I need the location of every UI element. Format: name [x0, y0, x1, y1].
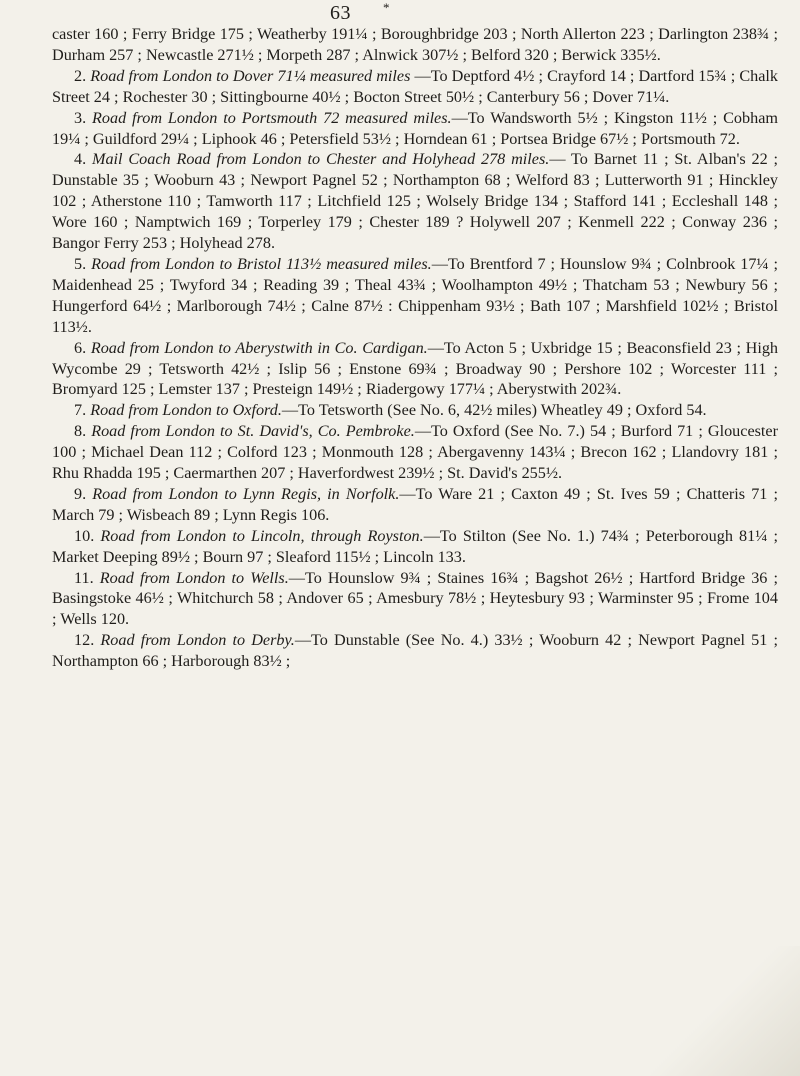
route-entry-9: [52, 484, 778, 526]
route-title: Mail Coach Road from London to Chester and Holyhead: [91, 150, 476, 169]
route-stages: —To Ware 21 ; Caxton 49 ; St. Ives 59 ; Chatteris 71 ; March 79 ; Wisbeach 89 ; Lynn Regis 106.: [52, 484, 779, 524]
route-distance: 72 measured miles.: [317, 108, 452, 127]
route-stages: —To Dunstable (See No. 4.) 33½ ; Wooburn 42 ; Newport Pagnel 51 ; Northampton 66 ; Harborough 83½ ;: [52, 631, 778, 671]
entry-number: 2.: [74, 66, 87, 85]
route-distance: 113½ measured miles.: [281, 254, 432, 273]
route-entry-11: [52, 568, 778, 631]
route-title: Road from London to Portsmouth: [92, 108, 318, 127]
entry-number: 3.: [74, 108, 87, 127]
route-entry-6: [52, 338, 778, 401]
intro-paragraph: caster 160 ; Ferry Bridge 175 ; Weatherby 191¼ ; Boroughbridge 203 ; North Allerton 223 ; Darlington 238¾ ; Durham 257 ; Newcastle 271½ ; Morpeth 287 ; Alnwick 307½ ; Belford 320 ; Berwick 335½.: [52, 25, 778, 64]
route-entry-3: [52, 108, 778, 150]
route-entry-5: [52, 254, 778, 338]
entry-number: 7.: [74, 401, 87, 420]
route-stages: —To Wandsworth 5½ ; Kingston 11½ ; Cobham 19¼ ; Guildford 29¼ ; Liphook 46 ; Petersfield 53½ ; Horndean 61 ; Portsea Bridge 67½ ; Portsmouth 72.: [52, 108, 778, 148]
route-title: Road from London to Aberystwith in Co. Cardigan.: [90, 338, 428, 357]
entry-number: 12.: [74, 631, 95, 650]
route-title: Road from London to Dover: [90, 66, 274, 85]
route-title: Road from London to Lynn Regis, in Norfolk.: [92, 484, 400, 503]
route-stages: — To Barnet 11 ; St. Alban's 22 ; Dunstable 35 ; Wooburn 43 ; Newport Pagnel 52 ; Northampton 68 ; Welford 83 ; Lutterworth 91 ; Hinckley 102 ; Atherstone 110 ; Tamworth 117 ; Litchfield 125 ; Wolsely Bridge 134 ; Stafford 141 ; Eccleshall 148 ; Wore 160 ; Namptwich 169 ; Torperley 179 ; Chester 189 ? Holywell 207 ; Kenmell 222 ; Conway 236 ; Bangor Ferry 253 ; Holyhead 278.: [52, 150, 779, 253]
entry-number: 8.: [74, 422, 87, 441]
route-entry-2: [52, 66, 778, 108]
page-mark: *: [383, 0, 390, 15]
entry-number: 9.: [74, 484, 87, 503]
road-list: [52, 24, 778, 672]
route-stages: —To Oxford (See No. 7.) 54 ; Burford 71 ; Gloucester 100 ; Michael Dean 112 ; Colford 123 ; Monmouth 128 ; Abergavenny 143¼ ; Brecon 162 ; Llandovry 181 ; Rhu Rhadda 195 ; Caermarthen 207 ; Haverfordwest 239½ ; St. David's 255½.: [52, 422, 779, 483]
route-title: Road from London to Lincoln, through Royston.: [100, 526, 424, 545]
route-entry-7: [52, 400, 778, 421]
entry-number: 11.: [74, 568, 94, 587]
route-stages: —To Acton 5 ; Uxbridge 15 ; Beaconsfield 23 ; High Wycombe 29 ; Tetsworth 42½ ; Islip 56 ; Enstone 69¾ ; Broadway 90 ; Pershore 102 ; Worcester 111 ; Bromyard 125 ; Lemster 137 ; Presteign 149½ ; Riadergowy 177¼ ; Aberystwith 202¾.: [52, 338, 779, 399]
entry-number: 5.: [74, 254, 87, 273]
route-stages: —To Brentford 7 ; Hounslow 9¾ ; Colnbrook 17¼ ; Maidenhead 25 ; Twyford 34 ; Reading 39 ; Theal 43¾ ; Woolhampton 49½ ; Thatcham 53 ; Newbury 56 ; Hungerford 64½ ; Marlborough 74½ ; Calne 87½ : Chippenham 93½ ; Bath 107 ; Marshfield 102½ ; Bristol 113½.: [52, 254, 779, 336]
route-title: Road from London to Bristol: [91, 254, 282, 273]
route-entry-10: [52, 526, 778, 568]
route-entry-12: [52, 630, 778, 672]
route-entry-4: [52, 149, 778, 254]
route-title: Road from London to Oxford.: [90, 401, 282, 420]
route-title: Road from London to St. David's, Co. Pembroke.: [91, 422, 415, 441]
entry-number: 4.: [74, 150, 87, 169]
route-stages: —To Stilton (See No. 1.) 74¾ ; Peterborough 81¼ ; Market Deeping 89½ ; Bourn 97 ; Sleaford 115½ ; Lincoln 133.: [52, 526, 778, 566]
route-title: Road from London to Wells.: [99, 568, 289, 587]
route-entry-8: [52, 421, 778, 484]
page-number: 63: [330, 2, 351, 24]
route-stages: —To Tetsworth (See No. 6, 42½ miles) Wheatley 49 ; Oxford 54.: [281, 401, 707, 420]
route-stages: —To Deptford 4½ ; Crayford 14 ; Dartford 15¾ ; Chalk Street 24 ; Rochester 30 ; Sittingbourne 40½ ; Bocton Street 50½ ; Canterbury 56 ; Dover 71¼.: [52, 66, 778, 106]
route-distance: 71¼ measured miles: [273, 66, 411, 85]
route-distance: 278 miles.: [475, 150, 550, 169]
route-stages: —To Hounslow 9¾ ; Staines 16¾ ; Bagshot 26½ ; Hartford Bridge 36 ; Basingstoke 46½ ; Whitchurch 58 ; Andover 65 ; Amesbury 78½ ; Heytesbury 93 ; Warminster 95 ; Frome 104 ; Wells 120.: [52, 568, 778, 629]
entry-number: 6.: [74, 338, 87, 357]
page-corner-shadow: [650, 946, 800, 1076]
route-title: Road from London to Derby.: [100, 631, 295, 650]
entry-number: 10.: [74, 526, 95, 545]
